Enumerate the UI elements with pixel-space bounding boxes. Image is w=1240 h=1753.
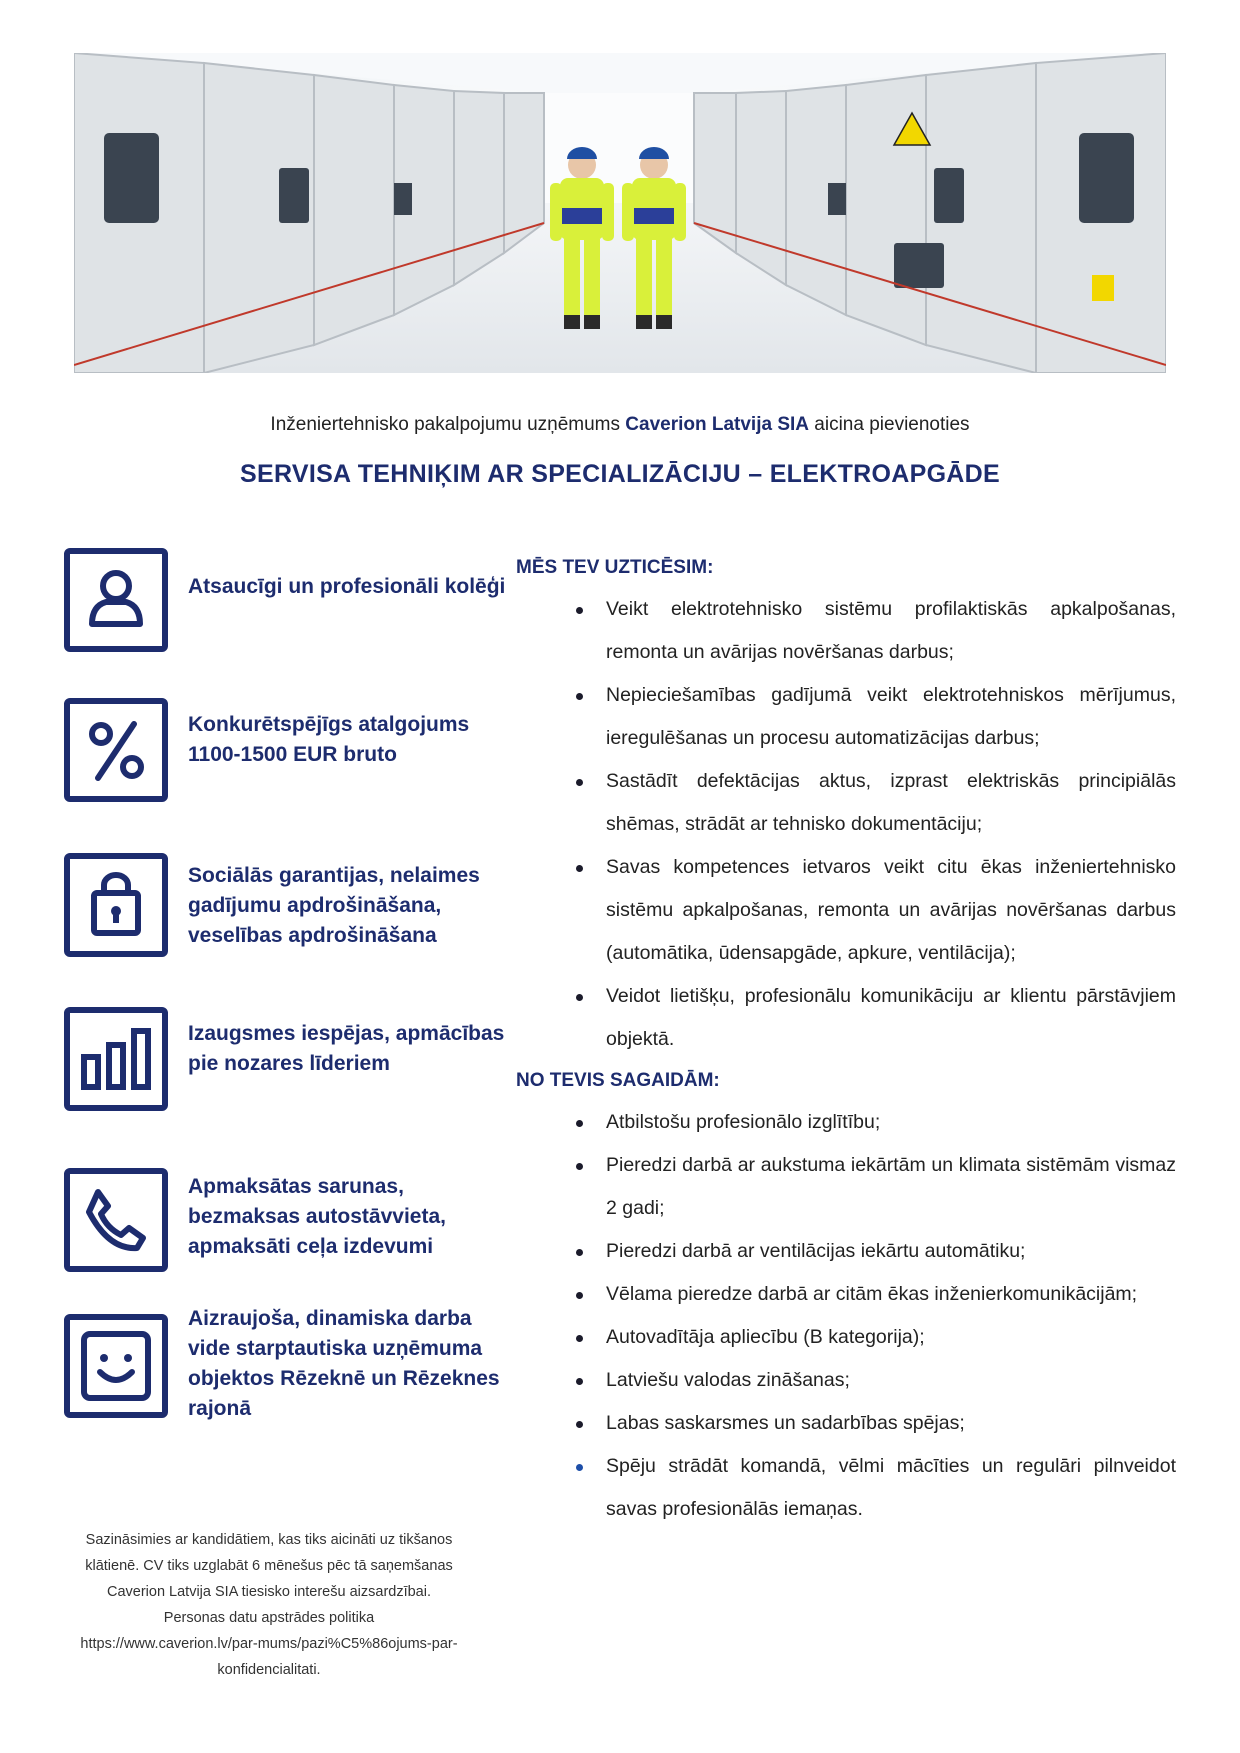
list-item: Atbilstošu profesionālo izglītību; <box>516 1101 1176 1144</box>
list-item: Veidot lietišķu, profesionālu komunikāciju ar klientu pārstāvjiem objektā. <box>516 975 1176 1061</box>
benefit-text: Sociālās garantijas, nelaimes gadījumu apdrošināšana, veselības apdrošināšana <box>188 864 480 947</box>
list-item: Autovadītāja apliecību (B kategorija); <box>516 1316 1176 1359</box>
footnote-line: Caverion Latvija SIA tiesisko interešu aizsardzībai. <box>107 1584 431 1600</box>
duties-list <box>516 588 1176 1061</box>
person-icon <box>64 548 168 652</box>
list-item: Latviešu valodas zināšanas; <box>516 1359 1176 1402</box>
job-title: SERVISA TEHNIĶIM AR SPECIALIZĀCIJU – ELEKTROAPGĀDE <box>240 460 1000 488</box>
footnote-line: Sazināsimies ar kandidātiem, kas tiks aicināti uz tikšanos <box>85 1532 453 1548</box>
intro-line <box>0 414 1240 436</box>
benefit-text: Konkurētspējīgs atalgojums 1100-1500 EUR bruto <box>188 713 470 766</box>
benefit-environment <box>64 1307 504 1424</box>
privacy-footnote <box>54 1527 484 1683</box>
benefit-insurance <box>64 853 504 963</box>
percent-icon <box>64 698 168 802</box>
list-item: Veikt elektrotehnisko sistēmu profilaktiskās apkalpošanas, remonta un avārijas novēršanas darbus; <box>516 588 1176 674</box>
privacy-policy-link[interactable]: https://www.caverion.lv/par-mums/pazi%C5%86ojums-par- <box>80 1636 458 1652</box>
intro-text-after: aicina pievienoties <box>809 414 970 435</box>
job-description <box>516 548 1176 1531</box>
list-item: Vēlama pieredze darbā ar citām ēkas inženierkomunikācijām; <box>516 1273 1176 1316</box>
list-item: Savas kompetences ietvaros veikt citu ēkas inženiertehnisko sistēmu apkalpošanas, remonta un avārijas novēršanas darbus (automātika, ūdensapgāde, apkure, ventilācija); <box>516 846 1176 975</box>
benefit-text: Apmaksātas sarunas, bezmaksas autostāvvieta, apmaksāti ceļa izdevumi <box>188 1175 446 1258</box>
footnote-line: klātienē. CV tiks uzglabāt 6 mēnešus pēc tā saņemšanas <box>85 1558 453 1574</box>
smiley-icon <box>64 1314 168 1418</box>
requirements-heading: NO TEVIS SAGAIDĀM: <box>516 1070 720 1091</box>
benefit-text: Aizraujoša, dinamiska darba vide starptautiska uzņēmuma objektos Rēzeknē un Rēzeknes rajonā <box>188 1307 500 1420</box>
company-name: Caverion Latvija SIA <box>625 414 810 435</box>
hero-photo <box>74 53 1166 373</box>
list-item: Pieredzi darbā ar aukstuma iekārtām un klimata sistēmām vismaz 2 gadi; <box>516 1144 1176 1230</box>
list-item: Spēju strādāt komandā, vēlmi mācīties un regulāri pilnveidot savas profesionālās iemaņas. <box>516 1445 1176 1531</box>
list-item: Sastādīt defektācijas aktus, izprast elektriskās principiālās shēmas, strādāt ar tehnisko dokumentāciju; <box>516 760 1176 846</box>
benefit-growth <box>64 1007 504 1117</box>
lock-icon <box>64 853 168 957</box>
requirements-list <box>516 1101 1176 1531</box>
list-item: Pieredzi darbā ar ventilācijas iekārtu automātiku; <box>516 1230 1176 1273</box>
footnote-line: Personas datu apstrādes politika <box>163 1610 375 1626</box>
intro-text-before: Inženiertehnisko pakalpojumu uzņēmums <box>270 414 626 435</box>
privacy-policy-link-cont[interactable]: konfidencialitati. <box>217 1662 321 1678</box>
phone-icon <box>64 1168 168 1272</box>
benefit-colleagues <box>64 548 504 658</box>
benefit-text: Izaugsmes iespējas, apmācības pie nozares līderiem <box>188 1022 505 1075</box>
list-item: Labas saskarsmes un sadarbības spējas; <box>516 1402 1176 1445</box>
benefit-salary <box>64 698 504 808</box>
benefit-expenses <box>64 1168 504 1278</box>
benefit-text: Atsaucīgi un profesionāli kolēģi <box>188 575 506 598</box>
bar-chart-icon <box>64 1007 168 1111</box>
list-item: Nepieciešamības gadījumā veikt elektrotehniskos mērījumus, ieregulēšanas un procesu automatizācijas darbus; <box>516 674 1176 760</box>
duties-heading: MĒS TEV UZTICĒSIM: <box>516 557 714 578</box>
